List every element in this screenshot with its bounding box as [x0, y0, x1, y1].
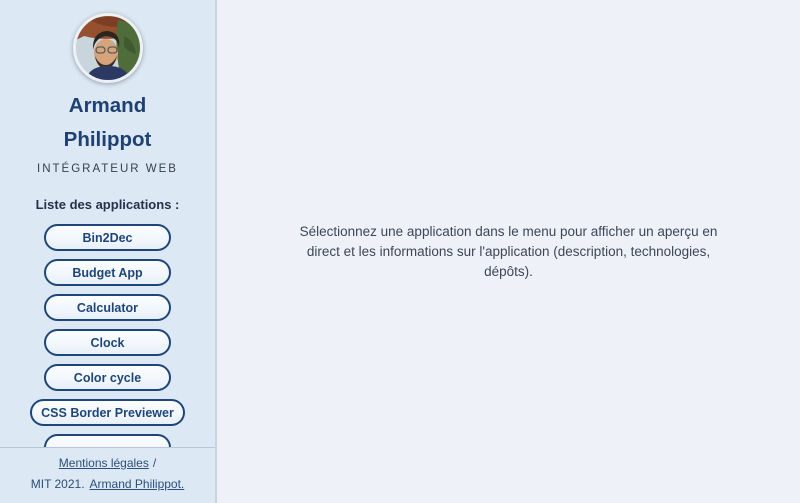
app-button[interactable]: Calculator: [44, 294, 171, 321]
app-button[interactable]: CSS Border Previewer: [30, 399, 185, 426]
app-list: [0, 224, 215, 447]
app-button[interactable]: Clock: [44, 329, 171, 356]
app-button-partial[interactable]: [44, 434, 171, 447]
site-title-first-name: Armand: [68, 94, 147, 117]
license-text: MIT 2021.: [30, 477, 85, 491]
app-list-label: Liste des applications :: [35, 197, 180, 212]
app-button[interactable]: Bin2Dec: [44, 224, 171, 251]
placeholder-message: Sélectionnez une application dans le menu pour afficher un aperçu en direct et les informations sur l'application (description, technologies, dépôts).: [299, 223, 718, 279]
profile-header: [0, 0, 215, 175]
site-title: [0, 89, 215, 157]
footer-license-line: [0, 477, 215, 492]
footer-legal-line: [0, 456, 215, 471]
author-link[interactable]: Armand Philippot.: [89, 477, 185, 491]
main-content: [217, 0, 800, 503]
app-button[interactable]: Budget App: [44, 259, 171, 286]
applications-nav: [0, 175, 215, 447]
footer-separator: /: [152, 456, 157, 470]
job-title: INTÉGRATEUR WEB: [37, 163, 178, 175]
sidebar: [0, 0, 217, 503]
legal-notice-link[interactable]: Mentions légales: [58, 456, 149, 470]
app-button[interactable]: Color cycle: [44, 364, 171, 391]
avatar: [73, 13, 143, 83]
site-title-last-name: Philippot: [63, 128, 152, 151]
avatar-photo-illustration: [76, 16, 140, 80]
sidebar-footer: [0, 447, 215, 503]
